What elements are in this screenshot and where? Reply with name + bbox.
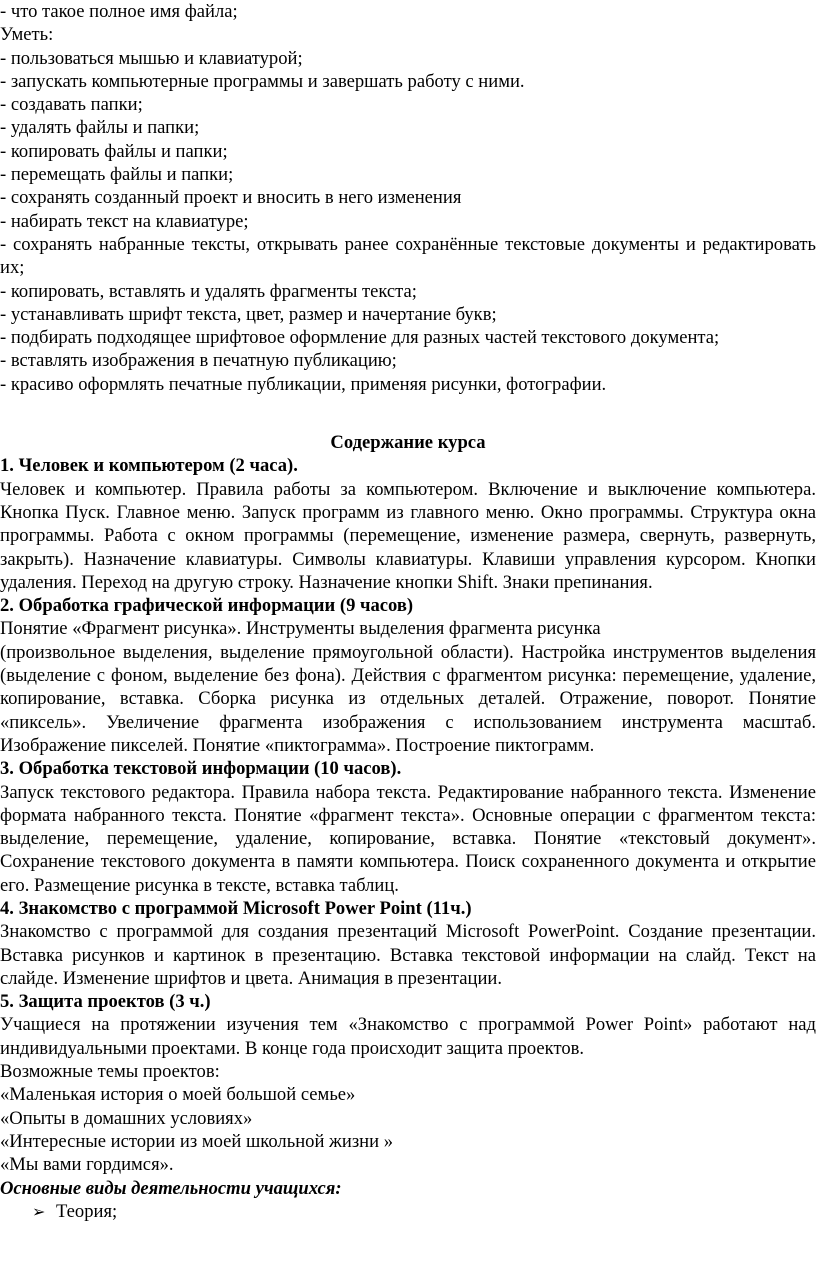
section-heading: 5. Защита проектов (3 ч.)	[0, 991, 211, 1013]
list-item: - копировать, вставлять и удалять фрагменты текста;	[0, 280, 417, 302]
list-item: - красиво оформлять печатные публикации, применяя рисунки, фотографии.	[0, 373, 607, 395]
list-item: «Маленькая история о моей большой семье»	[0, 1084, 356, 1106]
section-heading: 4. Знакомство с программой Microsoft Power Point (11ч.)	[0, 897, 472, 919]
skills-heading: Уметь:	[0, 24, 54, 46]
activity-label: Теория;	[56, 1200, 118, 1222]
section-4	[0, 897, 816, 990]
skill-intro-line: - что такое полное имя файла;	[0, 1, 238, 22]
list-item: - сохранять созданный проект и вносить в него изменения	[0, 187, 462, 209]
section-1	[0, 454, 816, 594]
list-item: - пользоваться мышью и клавиатурой;	[0, 47, 303, 69]
content-title: Содержание курса	[330, 432, 486, 454]
list-item: - набирать текст на клавиатуре;	[0, 210, 249, 232]
section-text: Запуск текстового редактора. Правила набора текста. Редактирование набранного текста. Изменение формата набранного текста. Понятие «фрагмент текста». Основные операции с фрагментом текста: выделение, перемещение, удаление, копирование, вставка. Понятие «текстовый документ». Сохранение текстового документа в памяти компьютера. Поиск сохраненного документа и открытие его. Размещение рисунка в тексте, вставка таблиц.	[0, 781, 816, 896]
section-text: Знакомство с программой для создания презентаций Microsoft PowerPoint. Создание презентации. Вставка рисунков и картинок в презентацию. Вставка текстовой информации на слайд. Текст на слайде. Изменение шрифтов и цвета. Анимация в презентации.	[0, 921, 816, 989]
section-text-first: Понятие «Фрагмент рисунка». Инструменты выделения фрагмента рисунка	[0, 618, 601, 640]
spacer	[0, 396, 816, 431]
arrow-bullet-icon: ➢	[32, 1201, 46, 1221]
list-item: «Мы вами гордимся».	[0, 1154, 174, 1176]
section-text: Человек и компьютер. Правила работы за компьютером. Включение и выключение компьютера. Кнопка Пуск. Главное меню. Запуск программ из главного меню. Окно программы. Структура окна программы. Работа с окном программы (перемещение, изменение размера, свернуть, развернуть, закрыть). Назначение клавиатуры. Символы клавиатуры. Клавиши управления курсором. Кнопки удаления. Переход на другую строку. Назначение кнопки Shift. Знаки препинания.	[0, 478, 816, 593]
list-item: - копировать файлы и папки;	[0, 140, 228, 162]
section-3	[0, 757, 816, 897]
list-item: - подбирать подходящее шрифтовое оформление для разных частей текстового документа;	[0, 327, 720, 349]
themes-list	[0, 1083, 816, 1176]
list-item	[0, 1200, 816, 1223]
section-heading: 1. Человек и компьютером (2 часа).	[0, 455, 298, 477]
list-item: - создавать папки;	[0, 94, 143, 116]
list-item: «Опыты в домашних условиях»	[0, 1107, 253, 1129]
activities-list	[0, 1200, 816, 1223]
section-text: Учащиеся на протяжении изучения тем «Знакомство с программой Power Point» работают над индивидуальными проектами. В конце года происходит защита проектов.	[0, 1014, 816, 1059]
list-item: «Интересные истории из моей школьной жизни »	[0, 1130, 394, 1152]
list-item: - сохранять набранные тексты, открывать ранее сохранённые текстовые документы и редактировать их;	[0, 233, 816, 279]
section-heading: 3. Обработка текстовой информации (10 часов).	[0, 758, 402, 780]
themes-heading: Возможные темы проектов:	[0, 1061, 220, 1083]
list-item: - удалять файлы и папки;	[0, 117, 200, 139]
list-item: - вставлять изображения в печатную публикацию;	[0, 350, 397, 372]
skills-list	[0, 47, 816, 396]
section-heading: 2. Обработка графической информации (9 часов)	[0, 595, 414, 617]
activities-heading: Основные виды деятельности учащихся:	[0, 1177, 342, 1199]
section-2	[0, 594, 816, 757]
list-item: - перемещать файлы и папки;	[0, 164, 234, 186]
list-item: - устанавливать шрифт текста, цвет, размер и начертание букв;	[0, 303, 497, 325]
list-item: - запускать компьютерные программы и завершать работу с ними.	[0, 70, 525, 92]
section-5	[0, 990, 816, 1060]
section-text: (произвольное выделения, выделение прямоугольной области). Настройка инструментов выделения (выделение с фоном, выделение без фона). Действия с фрагментом рисунка: перемещение, удаление, копирование, вставка. Сборка рисунка из отдельных деталей. Отражение, поворот. Понятие «пиксель». Увеличение фрагмента изображения с использованием инструмента масштаб. Изображение пикселей. Понятие «пиктограмма». Построение пиктограмм.	[0, 641, 816, 756]
